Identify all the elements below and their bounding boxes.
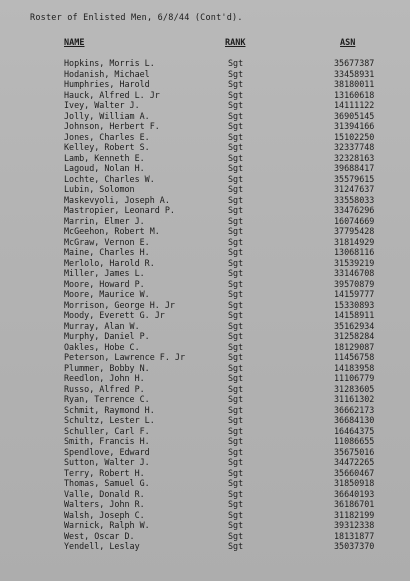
roster-rank: Sgt [228, 173, 244, 184]
roster-row [0, 405, 410, 416]
roster-rank: Sgt [228, 100, 244, 110]
roster-name: Morrison, George H. Jr [64, 299, 175, 310]
roster-name: McGraw, Vernon E. [64, 236, 150, 247]
roster-row [0, 300, 410, 311]
roster-name: Johnson, Herbert F. [64, 121, 160, 131]
roster-rank: Sgt [228, 520, 244, 530]
roster-name: Walters, John R. [64, 499, 145, 509]
roster-name: Valle, Donald R. [64, 488, 145, 499]
roster-rank: Sgt [228, 352, 244, 362]
roster-asn: 39570879 [334, 278, 375, 289]
roster-name: Murray, Alan W. [64, 320, 140, 331]
roster-row [0, 447, 410, 458]
roster-asn: 31850918 [334, 478, 375, 488]
roster-rank: Sgt [228, 205, 244, 215]
column-header-asn: ASN [340, 38, 356, 48]
roster-rank: Sgt [228, 509, 244, 520]
roster-rank: Sgt [228, 194, 244, 205]
roster-rank: Sgt [228, 341, 244, 352]
roster-name: Schultz, Lester L. [64, 415, 155, 425]
roster-name: Moore, Howard P. [64, 278, 145, 289]
roster-row [0, 132, 410, 143]
roster-asn: 31182199 [334, 509, 375, 520]
roster-asn: 35037370 [334, 541, 375, 551]
roster-row [0, 363, 410, 374]
roster-row [0, 321, 410, 332]
roster-rank: Sgt [228, 457, 244, 467]
roster-rank: Sgt [228, 247, 244, 257]
roster-name: Yendell, Leslay [64, 541, 140, 551]
roster-row [0, 258, 410, 269]
roster-asn: 16464375 [334, 425, 375, 436]
roster-name: Maine, Charles H. [64, 247, 150, 257]
roster-asn: 35677387 [334, 58, 375, 68]
roster-name: Spendlove, Edward [64, 446, 150, 457]
roster-name: Lagoud, Nolan H. [64, 163, 145, 173]
roster-name: Plummer, Bobby N. [64, 362, 150, 373]
roster-name: Murphy, Daniel P. [64, 331, 150, 341]
roster-row [0, 153, 410, 164]
roster-asn: 33146708 [334, 268, 375, 278]
roster-asn: 38180011 [334, 79, 375, 89]
roster-asn: 31247637 [334, 184, 375, 194]
roster-asn: 16074669 [334, 215, 375, 226]
roster-asn: 36684130 [334, 415, 375, 425]
roster-rank: Sgt [228, 299, 244, 310]
roster-asn: 31814929 [334, 236, 375, 247]
roster-name: Lamb, Kenneth E. [64, 152, 145, 163]
roster-row [0, 268, 410, 279]
roster-name: Kelley, Robert S. [64, 142, 150, 152]
roster-rank: Sgt [228, 488, 244, 499]
roster-list [0, 58, 410, 552]
roster-asn: 39312338 [334, 520, 375, 530]
roster-rank: Sgt [228, 415, 244, 425]
roster-name: Hodanish, Michael [64, 68, 150, 79]
roster-name: Ryan, Terrence C. [64, 394, 150, 404]
roster-asn: 35660467 [334, 467, 375, 478]
roster-asn: 31161302 [334, 394, 375, 404]
roster-rank: Sgt [228, 152, 244, 163]
roster-asn: 31258284 [334, 331, 375, 341]
roster-name: West, Oscar D. [64, 530, 135, 541]
roster-asn: 35675016 [334, 446, 375, 457]
roster-asn: 36662173 [334, 404, 375, 415]
roster-name: Smith, Francis H. [64, 436, 150, 446]
roster-name: Warnick, Ralph W. [64, 520, 150, 530]
roster-row [0, 541, 410, 552]
roster-rank: Sgt [228, 278, 244, 289]
roster-name: Thomas, Samuel G. [64, 478, 150, 488]
roster-row [0, 226, 410, 237]
roster-name: Lochte, Charles W. [64, 173, 155, 184]
roster-row [0, 457, 410, 468]
roster-asn: 37795428 [334, 226, 375, 236]
roster-asn: 18131877 [334, 530, 375, 541]
roster-rank: Sgt [228, 89, 244, 100]
roster-row [0, 79, 410, 90]
roster-name: McGeehon, Robert M. [64, 226, 160, 236]
roster-asn: 32337748 [334, 142, 375, 152]
roster-asn: 33458931 [334, 68, 375, 79]
roster-rank: Sgt [228, 68, 244, 79]
roster-name: Walsh, Joseph C. [64, 509, 145, 520]
roster-asn: 36640193 [334, 488, 375, 499]
roster-asn: 13160618 [334, 89, 375, 100]
roster-asn: 32328163 [334, 152, 375, 163]
roster-rank: Sgt [228, 383, 244, 394]
roster-asn: 39688417 [334, 163, 375, 173]
roster-asn: 14159777 [334, 289, 375, 299]
roster-asn: 11106779 [334, 373, 375, 383]
roster-row [0, 69, 410, 80]
roster-row [0, 195, 410, 206]
roster-rank: Sgt [228, 121, 244, 131]
roster-name: Sutton, Walter J. [64, 457, 150, 467]
roster-rank: Sgt [228, 226, 244, 236]
roster-row [0, 531, 410, 542]
document-title: Roster of Enlisted Men, 6/8/44 (Cont'd). [30, 13, 243, 23]
roster-row [0, 436, 410, 447]
roster-rank: Sgt [228, 331, 244, 341]
roster-name: Lubin, Solomon [64, 184, 135, 194]
roster-asn: 36905145 [334, 110, 375, 121]
roster-rank: Sgt [228, 236, 244, 247]
roster-row [0, 142, 410, 153]
roster-row [0, 90, 410, 101]
roster-row [0, 100, 410, 111]
roster-row [0, 489, 410, 500]
roster-name: Mastropier, Leonard P. [64, 205, 175, 215]
roster-rank: Sgt [228, 79, 244, 89]
roster-rank: Sgt [228, 530, 244, 541]
roster-name: Marrin, Elmer J. [64, 215, 145, 226]
roster-name: Ivey, Walter J. [64, 100, 140, 110]
roster-asn: 35579615 [334, 173, 375, 184]
roster-rank: Sgt [228, 184, 244, 194]
roster-rank: Sgt [228, 373, 244, 383]
roster-asn: 11456758 [334, 352, 375, 362]
roster-asn: 11086655 [334, 436, 375, 446]
roster-asn: 35162934 [334, 320, 375, 331]
roster-asn: 15330893 [334, 299, 375, 310]
roster-row [0, 373, 410, 384]
roster-name: Schmit, Raymond H. [64, 404, 155, 415]
roster-row [0, 163, 410, 174]
roster-asn: 14183958 [334, 362, 375, 373]
roster-row [0, 205, 410, 216]
roster-name: Peterson, Lawrence F. Jr [64, 352, 186, 362]
roster-row [0, 121, 410, 132]
roster-name: Schuller, Carl F. [64, 425, 150, 436]
roster-asn: 31394166 [334, 121, 375, 131]
roster-rank: Sgt [228, 362, 244, 373]
roster-row [0, 415, 410, 426]
roster-asn: 36186701 [334, 499, 375, 509]
roster-row [0, 310, 410, 321]
roster-name: Moody, Everett G. Jr [64, 310, 165, 320]
roster-asn: 18129087 [334, 341, 375, 352]
roster-name: Hopkins, Morris L. [64, 58, 155, 68]
roster-rank: Sgt [228, 163, 244, 173]
column-header-name: NAME [64, 38, 85, 48]
roster-row [0, 247, 410, 258]
roster-row [0, 216, 410, 227]
roster-name: Oakles, Hobe C. [64, 341, 140, 352]
roster-row [0, 468, 410, 479]
roster-rank: Sgt [228, 404, 244, 415]
roster-name: Merlolo, Harold R. [64, 257, 155, 268]
roster-name: Moore, Maurice W. [64, 289, 150, 299]
roster-name: Maskevyoli, Joseph A. [64, 194, 170, 205]
roster-rank: Sgt [228, 58, 244, 68]
roster-asn: 31283605 [334, 383, 375, 394]
roster-rank: Sgt [228, 289, 244, 299]
roster-rank: Sgt [228, 446, 244, 457]
roster-asn: 33558033 [334, 194, 375, 205]
roster-rank: Sgt [228, 131, 244, 142]
roster-row [0, 331, 410, 342]
roster-row [0, 352, 410, 363]
roster-rank: Sgt [228, 320, 244, 331]
roster-rank: Sgt [228, 436, 244, 446]
roster-rank: Sgt [228, 215, 244, 226]
roster-row [0, 58, 410, 69]
roster-rank: Sgt [228, 257, 244, 268]
roster-rank: Sgt [228, 310, 244, 320]
roster-rank: Sgt [228, 467, 244, 478]
roster-rank: Sgt [228, 268, 244, 278]
roster-row [0, 426, 410, 437]
roster-rank: Sgt [228, 394, 244, 404]
roster-name: Jones, Charles E. [64, 131, 150, 142]
roster-rank: Sgt [228, 110, 244, 121]
roster-row [0, 510, 410, 521]
roster-row [0, 279, 410, 290]
roster-asn: 14111122 [334, 100, 375, 110]
roster-name: Russo, Alfred P. [64, 383, 145, 394]
roster-asn: 34472265 [334, 457, 375, 467]
roster-row [0, 520, 410, 531]
roster-asn: 13068116 [334, 247, 375, 257]
roster-row [0, 111, 410, 122]
roster-rank: Sgt [228, 541, 244, 551]
roster-row [0, 174, 410, 185]
roster-row [0, 184, 410, 195]
roster-name: Jolly, William A. [64, 110, 150, 121]
roster-asn: 31539219 [334, 257, 375, 268]
roster-name: Humphries, Harold [64, 79, 150, 89]
roster-name: Reedlon, John H. [64, 373, 145, 383]
roster-row [0, 478, 410, 489]
roster-asn: 14158911 [334, 310, 375, 320]
roster-rank: Sgt [228, 425, 244, 436]
roster-asn: 15102250 [334, 131, 375, 142]
roster-rank: Sgt [228, 499, 244, 509]
roster-row [0, 394, 410, 405]
column-header-rank: RANK [225, 38, 246, 48]
roster-row [0, 237, 410, 248]
roster-row [0, 289, 410, 300]
roster-name: Miller, James L. [64, 268, 145, 278]
roster-name: Hauck, Alfred L. Jr [64, 89, 160, 100]
roster-asn: 33476296 [334, 205, 375, 215]
roster-rank: Sgt [228, 142, 244, 152]
roster-row [0, 384, 410, 395]
roster-rank: Sgt [228, 478, 244, 488]
roster-name: Terry, Robert H. [64, 467, 145, 478]
roster-row [0, 499, 410, 510]
roster-row [0, 342, 410, 353]
